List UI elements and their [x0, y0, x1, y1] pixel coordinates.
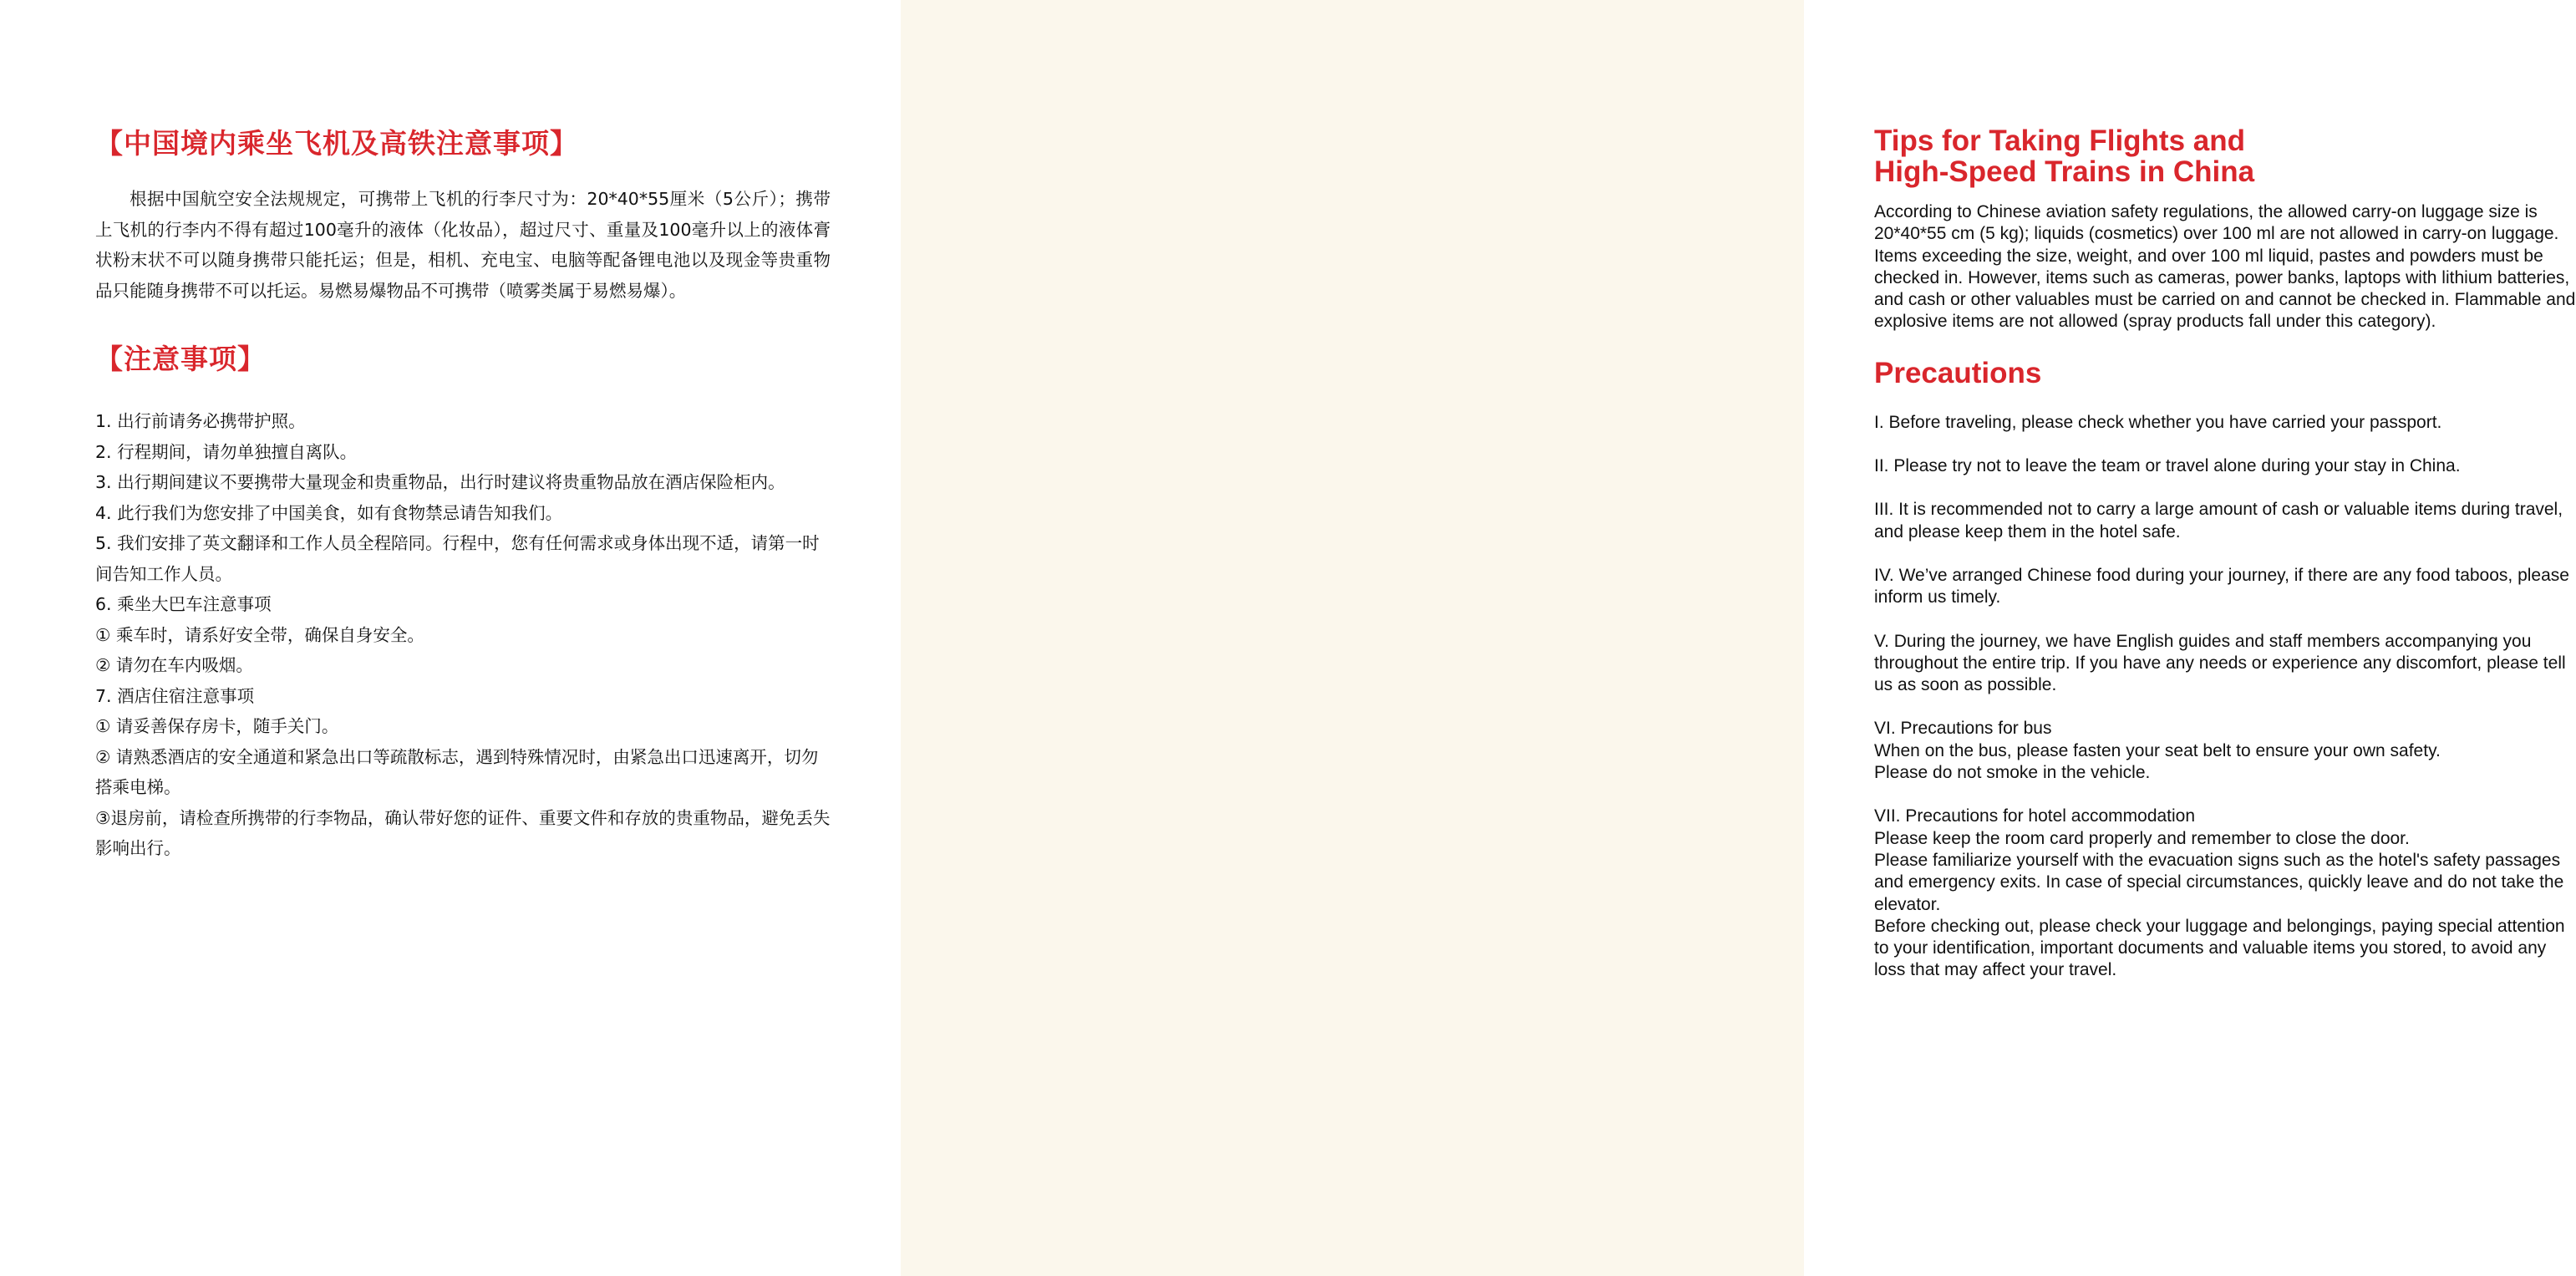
- list-item: ② 请勿在车内吸烟。: [95, 655, 253, 675]
- list-item-text: When on the bus, please fasten your seat belt to ensure your own safety.: [1874, 740, 2441, 760]
- left-page-chinese: [0, 0, 901, 1276]
- list-item: ① 乘车时，请系好安全带，确保自身安全。: [95, 624, 424, 645]
- list-item: 1. 出行前请务必携带护照。: [95, 411, 306, 431]
- list-item-text: V. During the journey, we have English guides and staff members accompanying you throughout the entire trip. If you have any needs or experience any discomfort, please tell us as soon as possible.: [1874, 631, 2566, 695]
- list-item: 6. 乘坐大巴车注意事项: [95, 594, 272, 614]
- english-title-line2: High-Speed Trains in China: [1874, 155, 2255, 188]
- english-notes-title: Precautions: [1874, 356, 2042, 389]
- list-item-text: Before checking out, please check your luggage and belongings, paying special attention to your identification, important documents and valuable items you stored, to avoid any loss that may affect your travel.: [1874, 916, 2565, 980]
- list-item: [1874, 631, 2576, 697]
- english-paragraph: According to Chinese aviation safety regulations, the allowed carry-on luggage size is 20*40*55 cm (5 kg); liquids (cosmetics) over 100 ml are not allowed in carry-on luggage. Items exceeding the size, weight, and over 100 ml liquid, pastes and powders must be checked in. However, items such as cameras, power banks, laptops with lithium batteries, and cash or other valuables must be carried on and cannot be checked in. Flammable and explosive items are not allowed (spray products fall under this category).: [1874, 202, 2576, 332]
- chinese-content: [95, 125, 831, 864]
- chinese-title: 【中国境内乘坐飞机及高铁注意事项】: [95, 127, 578, 160]
- list-item-text: III. It is recommended not to carry a large amount of cash or valuable items during travel, and please keep them in the hotel safe.: [1874, 500, 2563, 541]
- list-item: ① 请妥善保存房卡，随手关门。: [95, 716, 339, 736]
- english-notes-list: [1874, 412, 2576, 982]
- chinese-notes-list: [95, 406, 831, 864]
- list-item: [1874, 806, 2576, 981]
- list-item: 4. 此行我们为您安排了中国美食，如有食物禁忌请告知我们。: [95, 502, 563, 523]
- list-item-text: Please familiarize yourself with the evacuation signs such as the hotel's safety passages and emergency exits. In case of special circumstances, quickly leave and do not take the elevator.: [1874, 850, 2564, 914]
- list-item-heading: VII. Precautions for hotel accommodation: [1874, 806, 2196, 826]
- english-title: [1874, 125, 2576, 187]
- list-item-text: I. Before traveling, please check whether you have carried your passport.: [1874, 412, 2442, 432]
- list-item-text: II. Please try not to leave the team or travel alone during your stay in China.: [1874, 456, 2461, 476]
- list-item-text: Please do not smoke in the vehicle.: [1874, 763, 2151, 783]
- right-page-english: [901, 0, 2576, 1276]
- list-item: 5. 我们安排了英文翻译和工作人员全程陪同。行程中，您有任何需求或身体出现不适，请第一时间告知工作人员。: [95, 533, 820, 584]
- list-item: [1874, 412, 2576, 434]
- list-item-text: IV. We’ve arranged Chinese food during your journey, if there are any food taboos, please inform us timely.: [1874, 565, 2569, 607]
- list-item: [1874, 718, 2576, 784]
- list-item-heading: VI. Precautions for bus: [1874, 719, 2052, 739]
- english-title-line1: Tips for Taking Flights and: [1874, 125, 2245, 157]
- list-item: [1874, 455, 2576, 477]
- english-content: [1874, 125, 2576, 1004]
- list-item: 7. 酒店住宿注意事项: [95, 685, 255, 706]
- list-item: [1874, 565, 2576, 609]
- chinese-paragraph: 根据中国航空安全法规规定，可携带上飞机的行李尺寸为：20*40*55厘米（5公斤）；携带上飞机的行李内不得有超过100毫升的液体（化妆品），超过尺寸、重量及100毫升以上的液体膏状粉末状不可以随身携带只能托运；但是，相机、充电宝、电脑等配备锂电池以及现金等贵重物品只能随身携带不可以托运。易燃易爆物品不可携带（喷雾类属于易燃易爆）。: [95, 189, 831, 301]
- list-item: ③退房前，请检查所携带的行李物品，确认带好您的证件、重要文件和存放的贵重物品，避免丢失影响出行。: [95, 807, 831, 858]
- list-item: [1874, 499, 2576, 543]
- list-item-text: Please keep the room card properly and remember to close the door.: [1874, 828, 2410, 848]
- chinese-notes-title: 【注意事项】: [95, 343, 266, 375]
- list-item: ② 请熟悉酒店的安全通道和紧急出口等疏散标志，遇到特殊情况时，由紧急出口迅速离开，切勿搭乘电梯。: [95, 746, 819, 797]
- list-item: 3. 出行期间建议不要携带大量现金和贵重物品，出行时建议将贵重物品放在酒店保险柜内。: [95, 472, 785, 492]
- list-item: 2. 行程期间，请勿单独擅自离队。: [95, 441, 358, 462]
